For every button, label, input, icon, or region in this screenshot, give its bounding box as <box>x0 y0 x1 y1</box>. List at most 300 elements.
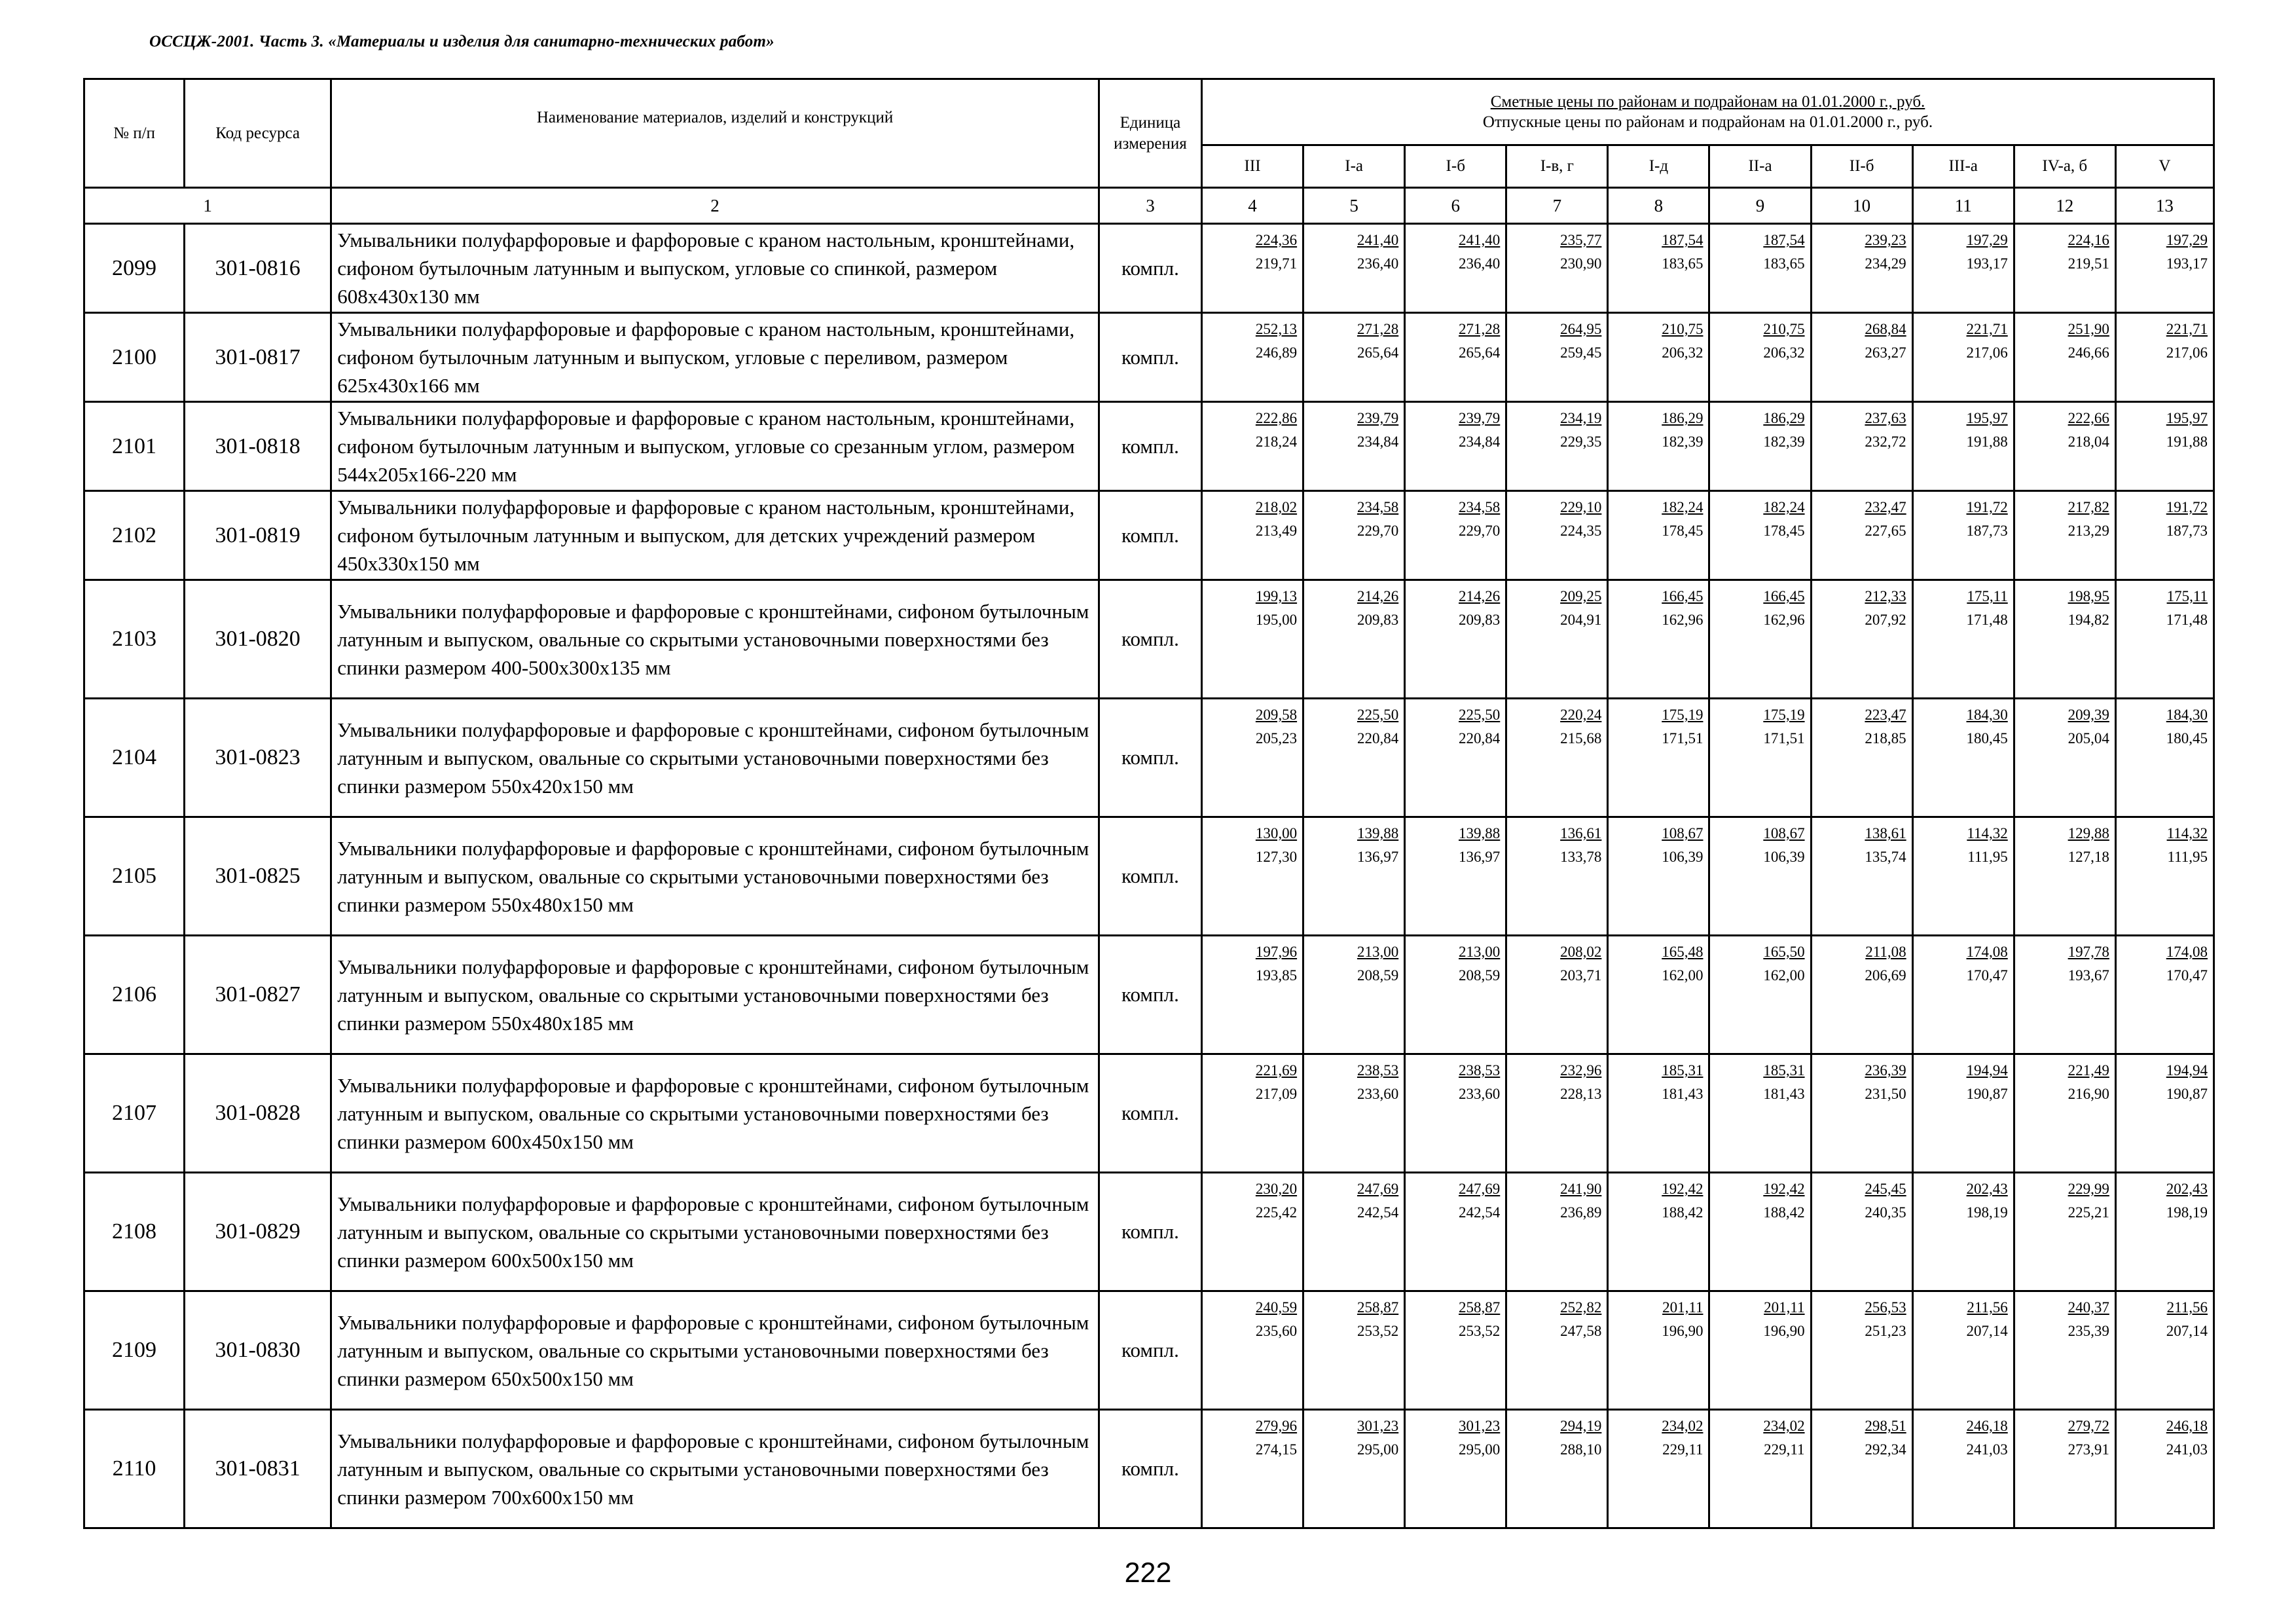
price-cell <box>1202 580 1303 699</box>
wholesale-price: 235,39 <box>2068 1323 2109 1339</box>
wholesale-price: 241,03 <box>1966 1441 2008 1458</box>
table-row <box>84 1173 2214 1291</box>
column-index: 10 <box>1811 188 1912 224</box>
item-name: Умывальники полуфарфоровые и фарфоровые с краном настольным, кронштейнами, сифоном бутылочным латунным и выпуском, для детских учреждений размером 450х330х150 мм <box>331 491 1099 580</box>
wholesale-price: 191,88 <box>1966 434 2008 450</box>
resource-code: 301-0818 <box>185 402 331 491</box>
estimate-price: 197,78 <box>2068 944 2109 960</box>
region-header: IV-а, б <box>2014 145 2115 188</box>
price-cell <box>2115 1173 2214 1291</box>
estimate-price: 241,90 <box>1560 1181 1602 1197</box>
estimate-price: 212,33 <box>1865 588 1906 604</box>
wholesale-price: 136,97 <box>1459 849 1501 865</box>
wholesale-price: 242,54 <box>1357 1204 1399 1221</box>
wholesale-price: 193,17 <box>1966 255 2008 272</box>
estimate-price: 258,87 <box>1459 1299 1501 1316</box>
price-cell <box>1912 491 2014 580</box>
item-name: Умывальники полуфарфоровые и фарфоровые с кронштейнами, сифоном бутылочным латунным и выпуском, овальные со скрытыми установочными поверхностями без спинки размером 700х600х150 мм <box>331 1410 1099 1528</box>
wholesale-price: 232,72 <box>1865 434 1906 450</box>
wholesale-price: 218,24 <box>1255 434 1298 450</box>
column-index: 4 <box>1202 188 1303 224</box>
region-header: I-д <box>1608 145 1709 188</box>
price-cell <box>2115 1054 2214 1173</box>
price-cell <box>1303 1054 1405 1173</box>
estimate-price: 221,71 <box>1966 321 2008 337</box>
price-cell <box>1811 402 1912 491</box>
price-cell <box>2014 1173 2115 1291</box>
wholesale-price: 229,11 <box>1662 1441 1704 1458</box>
price-cell <box>1202 402 1303 491</box>
estimate-price: 241,40 <box>1357 232 1399 248</box>
estimate-price: 221,69 <box>1255 1062 1298 1079</box>
wholesale-price: 246,66 <box>2068 344 2109 361</box>
price-cell <box>1608 1173 1709 1291</box>
price-cell <box>1709 313 1811 402</box>
price-cell <box>1506 224 1608 313</box>
document-header: ОССЦЖ-2001. Часть 3. «Материалы и изделия для санитарно-технических работ» <box>149 33 774 50</box>
estimate-price: 192,42 <box>1662 1181 1704 1197</box>
estimate-price: 234,58 <box>1357 499 1399 515</box>
estimate-price: 232,96 <box>1560 1062 1602 1079</box>
estimate-price: 194,94 <box>2166 1062 2208 1079</box>
unit: компл. <box>1099 402 1201 491</box>
estimate-price: 175,19 <box>1763 707 1805 723</box>
wholesale-price: 217,06 <box>1966 344 2008 361</box>
wholesale-price: 196,90 <box>1662 1323 1704 1339</box>
row-number: 2104 <box>84 699 185 817</box>
estimate-price: 139,88 <box>1459 825 1501 841</box>
column-index: 5 <box>1303 188 1405 224</box>
price-cell <box>1506 580 1608 699</box>
wholesale-price: 217,06 <box>2166 344 2208 361</box>
wholesale-price: 204,91 <box>1560 612 1602 628</box>
estimate-price: 187,54 <box>1662 232 1704 248</box>
wholesale-price: 188,42 <box>1763 1204 1805 1221</box>
wholesale-price: 292,34 <box>1865 1441 1906 1458</box>
price-cell <box>1811 313 1912 402</box>
estimate-price: 235,77 <box>1560 232 1602 248</box>
price-cell <box>2115 580 2214 699</box>
price-cell <box>1912 1291 2014 1410</box>
estimate-price: 294,19 <box>1560 1418 1602 1434</box>
price-cell <box>1912 699 2014 817</box>
wholesale-price: 229,70 <box>1357 523 1399 539</box>
table-body <box>84 188 2214 1528</box>
wholesale-price: 111,95 <box>1967 849 2008 865</box>
wholesale-price: 216,90 <box>2068 1086 2109 1102</box>
price-cell <box>1506 817 1608 936</box>
price-cell <box>1912 936 2014 1054</box>
region-header: I-в, г <box>1506 145 1608 188</box>
item-name: Умывальники полуфарфоровые и фарфоровые с краном настольным, кронштейнами, сифоном бутылочным латунным и выпуском, угловые со спинкой, размером 608х430х130 мм <box>331 224 1099 313</box>
wholesale-price: 229,70 <box>1459 523 1501 539</box>
wholesale-price: 230,90 <box>1560 255 1602 272</box>
estimate-price: 230,20 <box>1255 1181 1298 1197</box>
price-cell <box>1912 224 2014 313</box>
wholesale-price: 190,87 <box>2166 1086 2208 1102</box>
estimate-price: 191,72 <box>2166 499 2208 515</box>
item-name: Умывальники полуфарфоровые и фарфоровые с кронштейнами, сифоном бутылочным латунным и выпуском, овальные со скрытыми установочными поверхностями без спинки размером 600х450х150 мм <box>331 1054 1099 1173</box>
estimate-price: 187,54 <box>1763 232 1805 248</box>
estimate-price: 271,28 <box>1357 321 1399 337</box>
estimate-price: 245,45 <box>1865 1181 1906 1197</box>
estimate-price: 201,11 <box>1662 1299 1704 1316</box>
estimate-price: 224,36 <box>1255 232 1298 248</box>
price-cell <box>1912 1054 2014 1173</box>
table-row <box>84 936 2214 1054</box>
wholesale-price: 263,27 <box>1865 344 1906 361</box>
wholesale-price: 217,09 <box>1255 1086 1298 1102</box>
wholesale-price: 181,43 <box>1662 1086 1704 1102</box>
estimate-price: 199,13 <box>1255 588 1298 604</box>
price-cell <box>1811 580 1912 699</box>
estimate-price: 186,29 <box>1662 410 1704 426</box>
price-cell <box>1912 1173 2014 1291</box>
wholesale-price: 295,00 <box>1357 1441 1399 1458</box>
estimate-price: 252,13 <box>1255 321 1298 337</box>
price-cell <box>1912 313 2014 402</box>
estimate-price: 264,95 <box>1560 321 1602 337</box>
estimate-price: 108,67 <box>1763 825 1805 841</box>
price-cell <box>1811 817 1912 936</box>
estimate-price: 237,63 <box>1865 410 1906 426</box>
price-cell <box>1202 1173 1303 1291</box>
prices-title-estimate: Сметные цены по районам и подрайонам на 01.01.2000 г., руб. <box>1490 92 1925 111</box>
wholesale-price: 253,52 <box>1459 1323 1501 1339</box>
estimate-price: 220,24 <box>1560 707 1602 723</box>
wholesale-price: 205,23 <box>1255 730 1298 747</box>
wholesale-price: 170,47 <box>2166 967 2208 984</box>
unit: компл. <box>1099 817 1201 936</box>
price-cell <box>1202 313 1303 402</box>
column-index: 2 <box>331 188 1099 224</box>
resource-code: 301-0828 <box>185 1054 331 1173</box>
estimate-price: 298,51 <box>1865 1418 1906 1434</box>
estimate-price: 221,71 <box>2166 321 2208 337</box>
price-cell <box>1303 1173 1405 1291</box>
price-cell <box>2115 1291 2214 1410</box>
wholesale-price: 265,64 <box>1357 344 1399 361</box>
price-cell <box>1608 402 1709 491</box>
price-cell <box>1912 1410 2014 1528</box>
wholesale-price: 191,88 <box>2166 434 2208 450</box>
wholesale-price: 106,39 <box>1763 849 1805 865</box>
estimate-price: 246,18 <box>2166 1418 2208 1434</box>
wholesale-price: 229,35 <box>1560 434 1602 450</box>
wholesale-price: 209,83 <box>1357 612 1399 628</box>
price-cell <box>1303 817 1405 936</box>
wholesale-price: 187,73 <box>1966 523 2008 539</box>
estimate-price: 108,67 <box>1662 825 1704 841</box>
price-cell <box>1303 699 1405 817</box>
unit: компл. <box>1099 580 1201 699</box>
price-cell <box>1405 224 1506 313</box>
table-row <box>84 1291 2214 1410</box>
estimate-price: 182,24 <box>1662 499 1704 515</box>
price-cell <box>1912 580 2014 699</box>
wholesale-price: 182,39 <box>1763 434 1805 450</box>
prices-title-wholesale: Отпускные цены по районам и подрайонам на 01.01.2000 г., руб. <box>1482 113 1933 131</box>
table-row <box>84 1410 2214 1528</box>
price-cell <box>1811 936 1912 1054</box>
estimate-price: 182,24 <box>1763 499 1805 515</box>
estimate-price: 238,53 <box>1459 1062 1501 1079</box>
wholesale-price: 253,52 <box>1357 1323 1399 1339</box>
wholesale-price: 193,17 <box>2166 255 2208 272</box>
col-header-num: № п/п <box>84 79 185 188</box>
resource-code: 301-0831 <box>185 1410 331 1528</box>
row-number: 2108 <box>84 1173 185 1291</box>
price-cell <box>2014 1291 2115 1410</box>
price-cell <box>1506 699 1608 817</box>
estimate-price: 223,47 <box>1865 707 1906 723</box>
wholesale-price: 171,48 <box>2166 612 2208 628</box>
price-cell <box>1608 580 1709 699</box>
price-cell <box>2014 313 2115 402</box>
item-name: Умывальники полуфарфоровые и фарфоровые с краном настольным, кронштейнами, сифоном бутылочным латунным и выпуском, угловые со срезанным углом, размером 544х205х166-220 мм <box>331 402 1099 491</box>
wholesale-price: 228,13 <box>1560 1086 1602 1102</box>
price-cell <box>1506 936 1608 1054</box>
price-cell <box>1608 1054 1709 1173</box>
price-cell <box>1405 402 1506 491</box>
row-number: 2101 <box>84 402 185 491</box>
price-cell <box>2014 1054 2115 1173</box>
estimate-price: 211,56 <box>1967 1299 2008 1316</box>
table-row <box>84 491 2214 580</box>
wholesale-price: 162,00 <box>1763 967 1805 984</box>
price-cell <box>1202 1410 1303 1528</box>
price-cell <box>1811 1291 1912 1410</box>
price-cell <box>2115 224 2214 313</box>
estimate-price: 268,84 <box>1865 321 1906 337</box>
price-cell <box>1405 491 1506 580</box>
price-cell <box>1608 1410 1709 1528</box>
estimate-price: 210,75 <box>1763 321 1805 337</box>
estimate-price: 174,08 <box>2166 944 2208 960</box>
price-cell <box>2014 224 2115 313</box>
estimate-price: 239,79 <box>1459 410 1501 426</box>
estimate-price: 229,10 <box>1560 499 1602 515</box>
wholesale-price: 193,85 <box>1255 967 1298 984</box>
estimate-price: 234,58 <box>1459 499 1501 515</box>
item-name: Умывальники полуфарфоровые и фарфоровые с кронштейнами, сифоном бутылочным латунным и выпуском, овальные со скрытыми установочными поверхностями без спинки размером 550х480х185 мм <box>331 936 1099 1054</box>
wholesale-price: 215,68 <box>1560 730 1602 747</box>
wholesale-price: 236,40 <box>1357 255 1399 272</box>
price-cell <box>1405 313 1506 402</box>
wholesale-price: 242,54 <box>1459 1204 1501 1221</box>
price-cell <box>2115 313 2214 402</box>
price-cell <box>1303 580 1405 699</box>
price-cell <box>1506 313 1608 402</box>
price-cell <box>1608 224 1709 313</box>
wholesale-price: 193,67 <box>2068 967 2109 984</box>
price-cell <box>1811 491 1912 580</box>
estimate-price: 224,16 <box>2068 232 2109 248</box>
row-number: 2110 <box>84 1410 185 1528</box>
wholesale-price: 225,42 <box>1255 1204 1298 1221</box>
estimate-price: 222,66 <box>2068 410 2109 426</box>
price-cell <box>1811 1054 1912 1173</box>
wholesale-price: 206,32 <box>1662 344 1704 361</box>
estimate-price: 246,18 <box>1966 1418 2008 1434</box>
price-cell <box>1608 1291 1709 1410</box>
wholesale-price: 265,64 <box>1459 344 1501 361</box>
price-cell <box>2014 402 2115 491</box>
column-index: 11 <box>1912 188 2014 224</box>
wholesale-price: 251,23 <box>1865 1323 1906 1339</box>
price-cell <box>2115 1410 2214 1528</box>
wholesale-price: 219,51 <box>2068 255 2109 272</box>
estimate-price: 166,45 <box>1662 588 1704 604</box>
wholesale-price: 205,04 <box>2068 730 2109 747</box>
wholesale-price: 247,58 <box>1560 1323 1602 1339</box>
wholesale-price: 236,89 <box>1560 1204 1602 1221</box>
estimate-price: 114,32 <box>2166 825 2208 841</box>
estimate-price: 279,72 <box>2068 1418 2109 1434</box>
price-cell <box>2115 817 2214 936</box>
column-index: 1 <box>84 188 331 224</box>
column-index: 12 <box>2014 188 2115 224</box>
estimate-price: 229,99 <box>2068 1181 2109 1197</box>
wholesale-price: 171,48 <box>1966 612 2008 628</box>
estimate-price: 209,58 <box>1255 707 1298 723</box>
wholesale-price: 213,29 <box>2068 523 2109 539</box>
estimate-price: 195,97 <box>2166 410 2208 426</box>
price-cell <box>1709 402 1811 491</box>
estimate-price: 197,29 <box>2166 232 2208 248</box>
estimate-price: 221,49 <box>2068 1062 2109 1079</box>
price-cell <box>2115 699 2214 817</box>
price-cell <box>2115 491 2214 580</box>
estimate-price: 197,29 <box>1966 232 2008 248</box>
price-cell <box>1202 699 1303 817</box>
wholesale-price: 171,51 <box>1763 730 1805 747</box>
table-row <box>84 313 2214 402</box>
estimate-price: 184,30 <box>2166 707 2208 723</box>
wholesale-price: 240,35 <box>1865 1204 1906 1221</box>
column-index: 3 <box>1099 188 1201 224</box>
estimate-price: 175,11 <box>1967 588 2008 604</box>
estimate-price: 247,69 <box>1459 1181 1501 1197</box>
wholesale-price: 181,43 <box>1763 1086 1805 1102</box>
wholesale-price: 218,04 <box>2068 434 2109 450</box>
wholesale-price: 188,42 <box>1662 1204 1704 1221</box>
estimate-price: 301,23 <box>1357 1418 1399 1434</box>
table-row <box>84 402 2214 491</box>
estimate-price: 166,45 <box>1763 588 1805 604</box>
wholesale-price: 227,65 <box>1865 523 1906 539</box>
estimate-price: 210,75 <box>1662 321 1704 337</box>
region-header: II-а <box>1709 145 1811 188</box>
wholesale-price: 127,30 <box>1255 849 1298 865</box>
wholesale-price: 170,47 <box>1966 967 2008 984</box>
estimate-price: 251,90 <box>2068 321 2109 337</box>
unit: компл. <box>1099 224 1201 313</box>
unit: компл. <box>1099 491 1201 580</box>
wholesale-price: 203,71 <box>1560 967 1602 984</box>
price-cell <box>1303 224 1405 313</box>
estimate-price: 214,26 <box>1357 588 1399 604</box>
wholesale-price: 162,00 <box>1662 967 1704 984</box>
wholesale-price: 274,15 <box>1255 1441 1298 1458</box>
column-index: 9 <box>1709 188 1811 224</box>
price-cell <box>1608 817 1709 936</box>
unit: компл. <box>1099 936 1201 1054</box>
estimate-price: 279,96 <box>1255 1418 1298 1434</box>
estimate-price: 234,19 <box>1560 410 1602 426</box>
wholesale-price: 206,69 <box>1865 967 1906 984</box>
estimate-price: 213,00 <box>1459 944 1501 960</box>
price-cell <box>1709 580 1811 699</box>
estimate-price: 195,97 <box>1966 410 2008 426</box>
page-number: 222 <box>1124 1557 1172 1589</box>
wholesale-price: 246,89 <box>1255 344 1298 361</box>
wholesale-price: 219,71 <box>1255 255 1298 272</box>
price-cell <box>1506 402 1608 491</box>
price-cell <box>1912 402 2014 491</box>
resource-code: 301-0817 <box>185 313 331 402</box>
row-number: 2107 <box>84 1054 185 1173</box>
resource-code: 301-0827 <box>185 936 331 1054</box>
unit: компл. <box>1099 1410 1201 1528</box>
unit: компл. <box>1099 1291 1201 1410</box>
estimate-price: 213,00 <box>1357 944 1399 960</box>
column-index: 6 <box>1405 188 1506 224</box>
estimate-price: 201,11 <box>1764 1299 1805 1316</box>
price-cell <box>1709 1173 1811 1291</box>
price-cell <box>2115 402 2214 491</box>
price-cell <box>1405 1054 1506 1173</box>
table-row <box>84 699 2214 817</box>
price-cell <box>1709 699 1811 817</box>
wholesale-price: 225,21 <box>2068 1204 2109 1221</box>
price-cell <box>1303 1291 1405 1410</box>
estimate-price: 241,40 <box>1459 232 1501 248</box>
estimate-price: 209,25 <box>1560 588 1602 604</box>
estimate-price: 239,23 <box>1865 232 1906 248</box>
price-cell <box>1303 1410 1405 1528</box>
price-cell <box>1405 936 1506 1054</box>
price-cell <box>1506 491 1608 580</box>
wholesale-price: 206,32 <box>1763 344 1805 361</box>
price-cell <box>2014 936 2115 1054</box>
wholesale-price: 234,84 <box>1459 434 1501 450</box>
column-index: 7 <box>1506 188 1608 224</box>
estimate-price: 217,82 <box>2068 499 2109 515</box>
estimate-price: 139,88 <box>1357 825 1399 841</box>
wholesale-price: 207,14 <box>1966 1323 2008 1339</box>
estimate-price: 258,87 <box>1357 1299 1399 1316</box>
wholesale-price: 127,18 <box>2068 849 2109 865</box>
price-cell <box>1405 1410 1506 1528</box>
estimate-price: 211,08 <box>1865 944 1906 960</box>
item-name: Умывальники полуфарфоровые и фарфоровые с кронштейнами, сифоном бутылочным латунным и выпуском, овальные со скрытыми установочными поверхностями без спинки размером 550х480х150 мм <box>331 817 1099 936</box>
wholesale-price: 198,19 <box>1966 1204 2008 1221</box>
wholesale-price: 207,92 <box>1865 612 1906 628</box>
wholesale-price: 259,45 <box>1560 344 1602 361</box>
resource-code: 301-0830 <box>185 1291 331 1410</box>
region-header: V <box>2115 145 2214 188</box>
wholesale-price: 178,45 <box>1763 523 1805 539</box>
region-header: III-а <box>1912 145 2014 188</box>
estimate-price: 247,69 <box>1357 1181 1399 1197</box>
estimate-price: 129,88 <box>2068 825 2109 841</box>
unit: компл. <box>1099 1054 1201 1173</box>
wholesale-price: 208,59 <box>1459 967 1501 984</box>
estimate-price: 236,39 <box>1865 1062 1906 1079</box>
price-cell <box>1709 936 1811 1054</box>
table-row <box>84 224 2214 313</box>
